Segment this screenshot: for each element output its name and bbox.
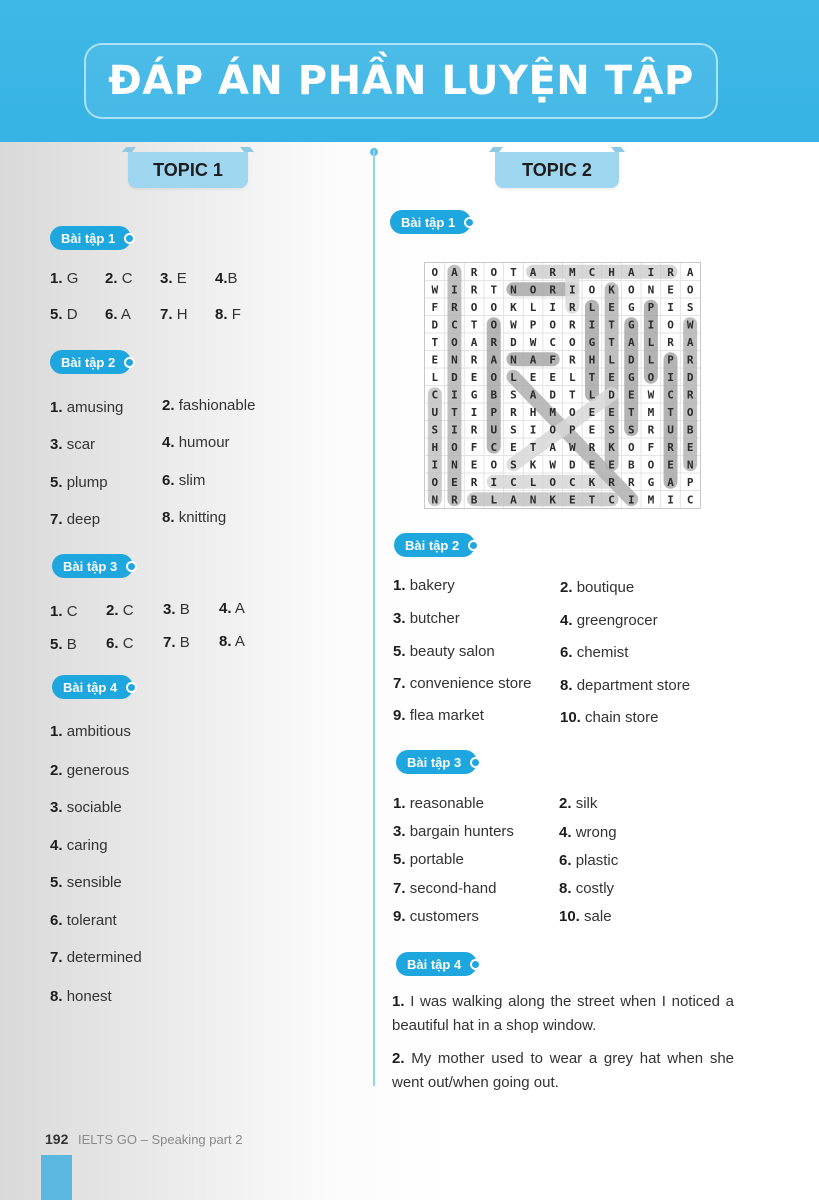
grid-letter: B [686,423,694,437]
answer-item: 7. H [160,306,188,323]
grid-letter: K [588,475,596,489]
grid-letter: P [686,475,694,489]
topic-2-label: TOPIC 2 [522,159,592,180]
grid-letter: I [451,388,458,402]
pill-dot-icon [124,233,135,244]
pill-dot-icon [470,757,481,768]
grid-letter: T [608,318,615,332]
grid-letter: R [451,300,458,314]
grid-letter: S [686,300,694,314]
grid-letter: F [549,353,556,367]
grid-letter: A [549,440,556,454]
t2-ex1-pill [390,210,471,234]
grid-letter: I [490,475,498,489]
grid-letter: E [588,458,596,472]
t1-ex2-label: Bài tập 2 [61,354,116,370]
grid-letter: O [431,265,439,279]
grid-letter: I [588,318,596,332]
grid-letter: R [470,265,478,279]
answer-item: 4. wrong [559,824,617,841]
grid-letter: D [608,388,615,402]
grid-letter: E [510,440,517,454]
grid-letter: P [667,353,674,367]
grid-letter: R [588,440,596,454]
grid-letter: S [627,423,635,437]
topic-1-tab [128,152,248,188]
grid-letter: N [451,353,458,367]
grid-letter: O [686,405,694,419]
page-header [0,0,819,142]
t2-ex4-pill [396,952,477,976]
t2-ex3-label: Bài tập 3 [407,754,462,770]
answer-item: 5. sensible [50,874,122,891]
grid-letter: D [510,335,517,349]
t2-ex4-label: Bài tập 4 [407,956,462,972]
grid-letter: E [608,300,615,314]
grid-letter: O [529,283,537,297]
t1-ex1-pill [50,226,131,250]
grid-letter: S [510,458,517,472]
t1-ex2-pill [50,350,131,374]
grid-letter: O [627,283,635,297]
grid-letter: O [549,318,556,332]
footer-accent-bar [41,1155,72,1200]
grid-letter: I [647,318,655,332]
grid-letter: A [490,353,498,367]
answer-item: 1. C [50,603,78,620]
grid-letter: N [647,283,655,297]
header-title-box [84,43,718,119]
answer-item: 1. G [50,270,79,287]
t1-ex3-label: Bài tập 3 [63,558,118,574]
grid-letter: N [529,493,537,507]
answer-item: 3. E [160,270,187,287]
pill-dot-icon [126,682,137,693]
grid-letter: T [490,283,498,297]
word-search-grid [424,262,701,509]
grid-letter: T [431,335,439,349]
page-title: ĐÁP ÁN PHẦN LUYỆN TẬP [108,58,694,104]
grid-letter: R [647,423,655,437]
grid-letter: W [569,440,576,454]
grid-letter: E [667,283,674,297]
book-title: IELTS GO – Speaking part 2 [78,1132,243,1147]
grid-letter: C [549,335,556,349]
grid-letter: A [451,265,458,279]
grid-letter: T [569,388,576,402]
pill-dot-icon [468,540,479,551]
pill-dot-icon [470,959,481,970]
grid-letter: H [588,353,596,367]
grid-letter: I [627,493,635,507]
grid-letter: G [627,300,635,314]
grid-letter: R [686,353,694,367]
answer-item: 4.B [215,270,238,287]
grid-letter: O [490,370,498,384]
grid-letter: S [510,423,517,437]
grid-letter: C [686,493,694,507]
answer-item: 2. generous [50,762,130,779]
answer-item: 7. deep [50,511,101,528]
grid-letter: R [470,283,478,297]
grid-letter: S [510,388,517,402]
answer-item: 7. second-hand [393,880,497,897]
grid-letter: N [510,283,517,297]
grid-letter: M [549,405,556,419]
answer-item: 10. chain store [560,709,659,726]
page-number: 192 [45,1131,69,1147]
grid-letter: U [667,423,674,437]
grid-letter: E [451,475,458,489]
answer-item: 3. butcher [393,610,460,627]
grid-letter: T [510,265,517,279]
grid-letter: S [431,423,439,437]
grid-letter: B [627,458,635,472]
topic-2-tab [495,152,619,188]
answer-item: 4. humour [162,434,230,451]
grid-letter: A [529,353,537,367]
answer-item: 6. chemist [560,644,629,661]
grid-letter: T [529,440,537,454]
grid-letter: O [569,335,576,349]
answer-item: 5. B [50,636,77,653]
grid-letter: I [569,283,576,297]
grid-letter: E [549,370,556,384]
answer-item: 6. A [105,306,131,323]
grid-letter: F [470,440,478,454]
grid-letter: N [451,458,458,472]
grid-letter: E [431,353,439,367]
grid-letter: I [667,493,674,507]
grid-letter: O [490,458,498,472]
grid-letter: O [431,475,439,489]
answer-item: 5. plump [50,474,108,491]
answer-item: 2. fashionable [162,397,256,414]
answer-item: 4. A [219,600,245,617]
grid-letter: N [431,493,439,507]
grid-letter: K [608,283,615,297]
grid-letter: C [431,388,439,402]
answer-item: 7. determined [50,949,142,966]
grid-letter: U [431,405,439,419]
t2-ex4-answer-1: 1. I was walking along the street when I noticed a beautiful hat in a shop window. [392,993,734,1034]
answer-item: 1. amusing [50,399,124,416]
grid-letter: B [490,388,498,402]
grid-letter: R [569,300,576,314]
grid-letter: F [431,300,439,314]
grid-letter: A [529,388,537,402]
t2-ex3-pill [396,750,477,774]
answer-item: 8. knitting [162,509,227,526]
grid-letter: L [529,475,537,489]
grid-letter: W [647,388,655,402]
grid-letter: O [647,458,655,472]
answer-item: 6. plastic [559,852,619,869]
grid-letter: R [686,388,694,402]
answer-item: 3. scar [50,436,96,453]
grid-letter: C [608,493,615,507]
t1-ex3-pill [52,554,133,578]
answer-item: 8. F [215,306,241,323]
grid-letter: L [608,353,615,367]
grid-letter: N [686,458,694,472]
grid-letter: L [569,370,576,384]
answer-item: 3. B [163,601,190,618]
answer-item: 1. reasonable [393,795,484,812]
grid-letter: P [647,300,655,314]
grid-letter: O [490,300,498,314]
grid-letter: D [549,388,556,402]
grid-letter: D [569,458,576,472]
grid-letter: L [588,388,596,402]
answer-item: 8. department store [560,677,691,694]
grid-letter: E [588,423,596,437]
grid-letter: R [569,318,576,332]
grid-letter: G [647,475,655,489]
grid-letter: O [549,423,556,437]
grid-letter: M [569,265,576,279]
grid-letter: E [608,405,615,419]
grid-letter: E [588,405,596,419]
grid-letter: A [510,493,517,507]
t1-ex4-label: Bài tập 4 [63,679,118,695]
answer-item: 6. C [106,635,134,652]
grid-letter: I [647,265,655,279]
grid-letter: E [608,370,615,384]
grid-letter: C [490,440,498,454]
grid-letter: F [647,440,655,454]
grid-letter: H [431,440,439,454]
grid-letter: O [647,370,655,384]
grid-letter: C [510,475,517,489]
grid-letter: R [549,283,556,297]
t2-ex2-pill [394,533,475,557]
grid-letter: R [490,335,498,349]
grid-letter: O [686,283,694,297]
grid-letter: W [431,283,439,297]
grid-letter: A [529,265,537,279]
grid-letter: I [431,458,439,472]
grid-letter: A [627,335,635,349]
grid-letter: I [470,405,478,419]
grid-letter: I [451,283,458,297]
answer-item: 7. convenience store [393,675,532,692]
t2-ex1-label: Bài tập 1 [401,214,456,230]
grid-letter: C [569,475,576,489]
answer-item: 2. C [105,270,133,287]
grid-letter: C [451,318,458,332]
word-search-svg [425,263,700,508]
grid-letter: W [529,335,537,349]
grid-letter: T [588,370,596,384]
grid-letter: E [667,458,674,472]
grid-letter: I [667,370,674,384]
grid-letter: W [510,318,517,332]
answer-item: 8. costly [559,880,615,897]
grid-letter: P [569,423,576,437]
t2-ex4-answer-2: 2. My mother used to wear a grey hat when she went out/when going out. [392,1050,734,1091]
answer-item: 9. customers [393,908,479,925]
grid-letter: G [588,335,596,349]
t1-ex1-label: Bài tập 1 [61,230,116,246]
grid-letter: L [647,335,655,349]
grid-letter: A [686,335,694,349]
grid-letter: O [549,475,556,489]
grid-letter: G [470,388,478,402]
grid-letter: M [647,493,655,507]
grid-letter: M [647,405,655,419]
t1-ex4-pill [52,675,133,699]
grid-letter: D [686,370,694,384]
answer-item: 2. silk [559,795,598,812]
grid-letter: L [529,300,537,314]
grid-letter: B [470,493,478,507]
grid-letter: O [451,335,458,349]
grid-letter: L [510,370,517,384]
grid-letter: D [627,353,635,367]
grid-letter: O [667,318,674,332]
grid-letter: O [588,283,596,297]
grid-letter: C [588,265,596,279]
grid-letter: H [608,265,615,279]
grid-letter: E [627,388,635,402]
answer-item: 6. tolerant [50,912,117,929]
grid-letter: W [686,318,694,332]
answer-item: 1. ambitious [50,723,131,740]
grid-letter: A [470,335,478,349]
grid-letter: R [470,353,478,367]
grid-letter: G [627,370,635,384]
grid-letter: I [529,423,537,437]
grid-letter: L [647,353,655,367]
topic-1-label: TOPIC 1 [153,159,223,180]
grid-letter: O [451,440,458,454]
answer-item: 2. boutique [560,579,635,596]
grid-letter: L [431,370,439,384]
grid-letter: O [470,300,478,314]
grid-letter: P [529,318,537,332]
grid-letter: E [470,458,478,472]
pill-dot-icon [126,561,137,572]
answer-item: 4. greengrocer [560,612,658,629]
answer-item: 9. flea market [393,707,484,724]
grid-letter: L [490,493,498,507]
grid-letter: R [470,423,478,437]
grid-letter: K [608,440,615,454]
grid-letter: K [549,493,556,507]
grid-letter: K [529,458,537,472]
grid-letter: A [686,265,694,279]
grid-letter: G [627,318,635,332]
grid-letter: U [490,423,498,437]
answer-item: 6. slim [162,472,206,489]
pill-dot-icon [464,217,475,228]
grid-letter: A [627,265,635,279]
grid-letter: H [529,405,537,419]
grid-letter: N [510,353,517,367]
grid-letter: O [490,318,498,332]
grid-letter: O [627,440,635,454]
answer-item: 10. sale [559,908,612,925]
grid-letter: W [549,458,556,472]
t2-ex2-label: Bài tập 2 [405,537,460,553]
grid-letter: E [569,493,576,507]
grid-letter: R [627,475,635,489]
answer-item: 3. bargain hunters [393,823,514,840]
grid-letter: K [510,300,517,314]
grid-letter: R [569,353,576,367]
grid-letter: R [470,475,478,489]
answer-item: 4. caring [50,837,108,854]
grid-letter: R [549,265,556,279]
grid-letter: E [608,458,615,472]
grid-letter: T [451,405,458,419]
answer-item: 8. A [219,633,245,650]
grid-letter: E [529,370,537,384]
answer-item: 1. bakery [393,577,455,594]
grid-letter: D [431,318,439,332]
answer-item: 7. B [163,634,190,651]
grid-letter: R [608,475,615,489]
grid-letter: O [569,405,576,419]
grid-letter: S [608,423,615,437]
grid-letter: T [667,405,674,419]
grid-letter: P [490,405,498,419]
grid-letter: R [667,440,674,454]
answer-item: 2. C [106,602,134,619]
answer-item: 5. beauty salon [393,643,495,660]
column-divider [373,150,375,1086]
grid-letter: D [451,370,458,384]
answer-item: 8. honest [50,988,112,1005]
grid-letter: I [549,300,556,314]
grid-letter: C [667,388,674,402]
grid-letter: A [667,475,674,489]
pill-dot-icon [124,357,135,368]
grid-letter: R [667,265,674,279]
grid-letter: R [510,405,517,419]
grid-letter: R [667,335,674,349]
grid-letter: R [451,493,458,507]
grid-letter: I [667,300,674,314]
answer-item: 5. portable [393,851,464,868]
answer-item: 3. sociable [50,799,122,816]
grid-letter: T [627,405,635,419]
grid-letter: L [588,300,596,314]
grid-letter: T [608,335,615,349]
grid-letter: O [490,265,498,279]
answer-item: 5. D [50,306,78,323]
grid-letter: E [470,370,478,384]
grid-letter: T [470,318,478,332]
grid-letter: T [588,493,596,507]
grid-letter: I [451,423,458,437]
grid-letter: E [686,440,694,454]
